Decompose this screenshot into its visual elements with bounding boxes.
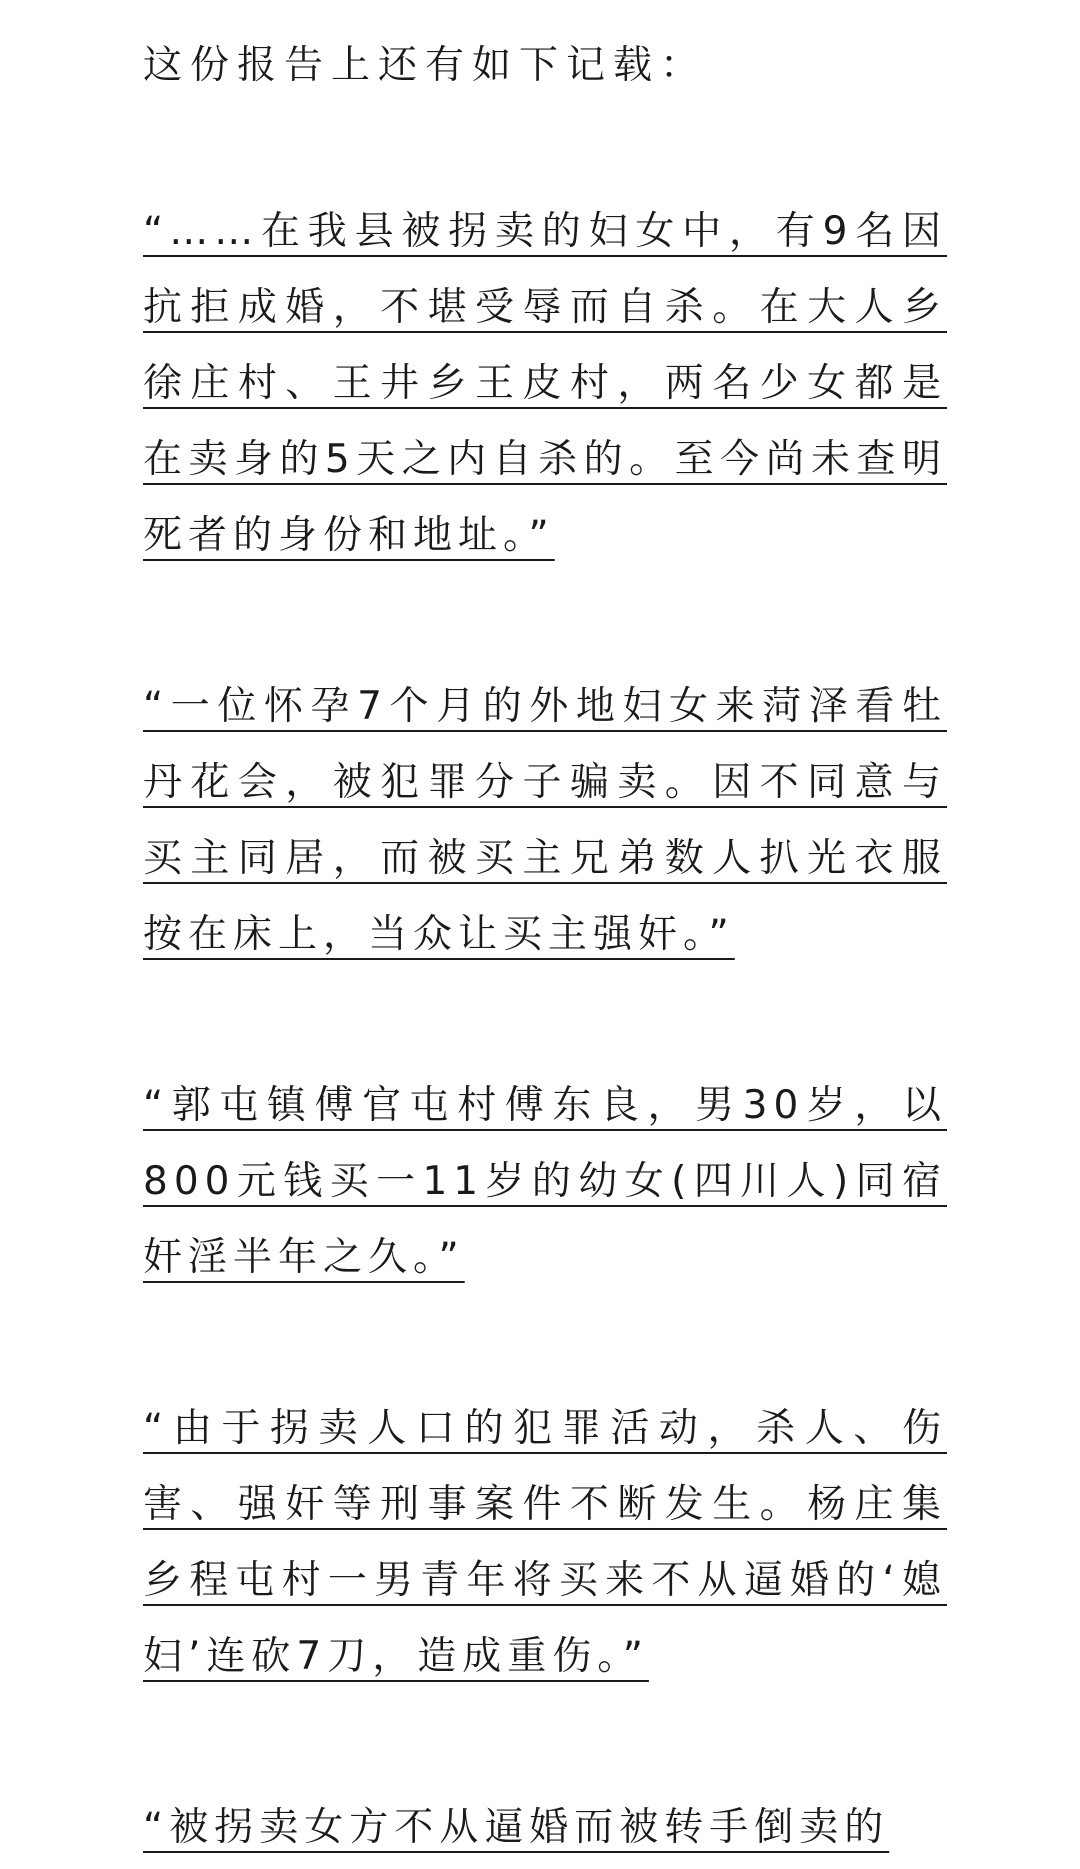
- article-body: [143, 0, 947, 1866]
- quote-text-5: “被拐卖女方不从逼婚而被转手倒卖的: [143, 1805, 890, 1850]
- quote-text-1: “……在我县被拐卖的妇女中，有9名因抗拒成婚，不堪受辱而自杀。在大人乡徐庄村、王井乡王皮村，两名少女都是在卖身的5天之内自杀的。至今尚未查明死者的身份和地址。”: [143, 209, 947, 558]
- quote-paragraph-3: [143, 1068, 947, 1296]
- intro-paragraph: 这份报告上还有如下记载：: [143, 43, 708, 88]
- quote-paragraph-1: [143, 194, 947, 574]
- quote-paragraph-4: [143, 1391, 947, 1695]
- quote-paragraph-5: [143, 1790, 947, 1866]
- quote-text-3: “郭屯镇傅官屯村傅东良，男30岁，以800元钱买一11岁的幼女(四川人)同宿奸淫半年之久。”: [143, 1083, 947, 1280]
- quote-text-4: “由于拐卖人口的犯罪活动，杀人、伤害、强奸等刑事案件不断发生。杨庄集乡程屯村一男青年将买来不从逼婚的‘媳妇’连砍7刀，造成重伤。”: [143, 1406, 947, 1679]
- quote-text-2: “一位怀孕7个月的外地妇女来菏泽看牡丹花会，被犯罪分子骗卖。因不同意与买主同居，而被买主兄弟数人扒光衣服按在床上，当众让买主强奸。”: [143, 684, 947, 957]
- quote-paragraph-2: [143, 669, 947, 973]
